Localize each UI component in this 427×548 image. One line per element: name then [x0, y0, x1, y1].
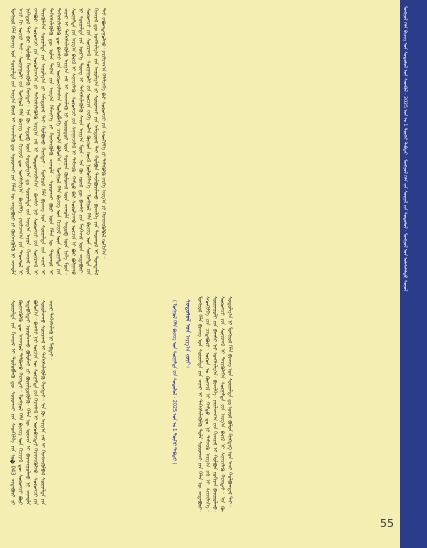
section-body-text: ᠮᠣᠩᠭᠣᠯ ᠬᠡᠯᠡ ᠪᠢᠴᠢᠭ᠌ ᠤᠨ ᠰᠤᠷᠭᠠᠯᠲᠠ ᠶᠢᠨ ᠴᠢᠨᠠᠷ ᠢ ᠳᠡᠭᠡᠭᠰᠢᠯᠡᠭᠦᠯᠬᠦ ᠲᠤᠯᠠ ᠰᠤᠷᠤᠭᠴᠢ ᠶᠢᠨ ᠬᠡᠯᠡᠨ ᠦ ᠴᠢᠳᠠᠪᠤᠷᠢ᠂ ᠰᠡᠳᠬᠢᠯᠭᠡ ᠶᠢᠨ ᠴᠢᠳᠠᠪᠤᠷᠢ᠂ ᠣᠶᠤᠨ ᠤ ᠬᠥᠭᠵᠢᠯ ᠢ ᠬᠠᠮᠲᠤ ᠳᠤ ᠨᠢ ᠳᠡᠮᠵᠢᠬᠦ ᠠᠷᠭ᠎ᠠ ᠵᠠᠮ ᠢ ᠰᠢᠨᠵᠢᠯᠡᠨ᠎ᠡ᠃ ᠰᠤᠷᠭᠠᠭᠤᠯᠢ ᠶᠢᠨ ᠪᠠᠭᠰᠢ ᠨᠠᠷ ᠤᠩᠰᠢᠯᠭ᠎ᠠ᠂ ᠪᠢᠴᠢᠯᠭᠡ᠂ ᠶᠠᠷᠢᠯᠴᠠᠭ᠎ᠠ ᠶᠢᠨ ᠬᠢᠴᠢᠶᠡᠯ ᠢ ᠬᠣᠯᠪᠣᠨ ᠵᠣᠬᠢᠶᠠᠨ ᠪᠠᠢᠭᠤᠯᠬᠤ᠂ ᠰᠤᠷᠤᠭᠴᠢ ᠶᠢᠨ ᠰᠤᠨᠢᠷᠬᠠᠯ ᠢ ᠲᠡᠷᠢᠭᠦᠯᠡᠭᠡᠨ ᠰᠤᠷᠭᠠᠯᠲᠠ ᠶᠢᠨ ᠠᠷᠭ᠎ᠠ ᠪᠠᠷᠢᠯ ᠢ ᠰᠢᠨᠡᠴᠢᠯᠡᠬᠦ ᠬᠡᠷᠡᠭᠲᠡᠢ᠃ ᠡᠨᠡ ᠬᠦ ᠰᠤᠳᠤᠯᠭ᠎ᠠ ᠨᠢ ᠮᠣᠩᠭᠣᠯ ᠬᠡᠯᠡ ᠪᠢᠴᠢᠭ᠌ ᠤᠨ ᠰᠤᠷᠭᠠᠯᠲᠠ ᠳᠤ ᠣᠨᠣᠯ ᠪᠣᠯᠤᠨ ᠫᠷᠠᠺᠲᠢᠺ ᠤᠨ ᠠᠴᠢ ᠬᠣᠯᠪᠣᠭᠳᠠᠯ ᠲᠠᠢ᠃ — [196, 296, 233, 512]
body-text-upper: ᠮᠣᠩᠭᠣᠯ ᠬᠡᠯᠡ ᠪᠢᠴᠢᠭ᠌ ᠤᠨ ᠰᠤᠷᠭᠠᠯᠲᠠ ᠶᠢᠨ ᠠᠷᠭ᠎ᠠ ᠪᠠᠷᠢᠯ ᠢ ᠰᠢᠨᠵᠢᠯᠡᠬᠦ ᠳᠦ ᠰᠤᠷᠤᠭᠴᠢ ᠶᠢᠨ ᠬᠡᠯᠡᠨ ᠦ ᠴᠢᠳᠠᠪᠤᠷᠢ ᠶᠢ ᠬᠥᠭᠵᠢᠭᠦᠯᠬᠦ ᠨᠢ ᠴᠢᠬᠤᠯᠠ ᠠᠴᠢ ᠬᠢ ᠤᠴᠢᠷ ᠲᠠᠢ᠃ ᠰᠤᠷᠭᠠᠭᠤᠯᠢ ᠶᠢᠨ ᠮᠣᠩᠭᠣᠯ ᠬᠡᠯᠡ ᠪᠢᠴᠢᠭ᠌ ᠤᠨ ᠬᠢᠴᠢᠶᠡᠯ ᠳᠦ ᠤᠩᠰᠢᠯᠭ᠎ᠠ᠂ ᠪᠢᠴᠢᠯᠭᠡ᠂ ᠶᠠᠷᠢᠯᠴᠠᠭ᠎ᠠ ᠶᠢᠨ ᠳᠠᠳᠬᠤᠯ ᠢ ᠨᠢᠭᠡᠳᠦᠯ ᠲᠡᠢ ᠪᠡᠷ ᠬᠣᠯᠪᠣᠨ ᠬᠡᠷᠡᠭᠵᠢᠭᠦᠯᠬᠦ ᠬᠡᠷᠡᠭᠲᠡᠢ᠃ ᠡᠨᠡ ᠬᠦ ᠰᠡᠳᠦᠪ ᠦᠨ ᠰᠤᠳᠤᠯᠭ᠎ᠠ ᠳᠤ ᠰᠤᠷᠭᠠᠯᠲᠠ ᠶᠢᠨ ᠠᠷᠭ᠎ᠠ ᠠᠷᠭᠠ᠂ ᠬᠢᠴᠢᠶᠡᠯ ᠦᠨ ᠵᠠᠭᠪᠤᠷ᠂ ᠰᠤᠷᠤᠭᠴᠢ ᠶᠢᠨ ᠣᠷᠣᠯᠴᠠᠭ᠎ᠠ ᠶᠢ ᠳᠡᠭᠡᠭᠰᠢᠯᠡᠭᠦᠯᠬᠦ ᠠᠷᠭ᠎ᠠ ᠵᠠᠮ ᠢ ᠲᠣᠳᠣᠷᠬᠠᠢᠯᠠᠨ᠎ᠠ᠃ ᠪᠠᠭᠰᠢ ᠨᠠᠷ ᠰᠤᠷᠤᠭᠴᠢ ᠶᠢᠨ ᠰᠤᠨᠢᠷᠬᠠᠯ ᠢ ᠲᠡᠷᠢᠭᠦᠯᠡᠭᠡᠨ ᠰᠤᠷᠭᠠᠯᠲᠠ ᠶᠢᠨ ᠠᠭᠤᠯᠭ᠎ᠠ ᠶᠢ ᠠᠮᠢᠳᠤᠷᠠᠯ ᠲᠠᠢ ᠬᠣᠯᠪᠣᠬᠤ ᠬᠡᠷᠡᠭᠲᠡᠢ᠃ ᠮᠣᠩᠭᠣᠯ ᠬᠡᠯᠡ ᠪᠢᠴᠢᠭ᠌ ᠤᠨ ᠰᠤᠷᠭᠠᠯᠲᠠ ᠶᠢᠨ ᠴᠢᠨᠠᠷ ᠢ ᠳᠡᠭᠡᠭᠰᠢᠯᠡᠭᠦᠯᠬᠦ ᠳᠦ ᠣᠯᠠᠨ ᠲᠠᠯ᠎ᠠ ᠶᠢᠨ ᠠᠷᠭ᠎ᠠ ᠬᠡᠮᠵᠢᠶ᠎ᠡ ᠶᠢ ᠬᠡᠷᠡᠭᠵᠢᠭᠦᠯᠬᠦ ᠴᠢᠬᠤᠯᠠ᠃ ᠰᠤᠷᠤᠭᠴᠢ ᠪᠦᠷ ᠦᠨ ᠬᠡᠯᠡᠨ ᠦ ᠳᠠᠳᠬᠤᠯ ᠢ ᠳᠡᠭᠡᠭᠰᠢᠯᠡᠭᠦᠯᠬᠦ ᠳᠦ ᠪᠠᠭᠰᠢ ᠶᠢᠨ ᠤᠷᠢᠳᠴᠢᠯᠠᠭᠰᠠᠨ ᠲᠥᠯᠥᠪᠯᠡᠭᠡ ᠴᠢᠬᠤᠯᠠ ᠪᠣᠯᠤᠨ᠎ᠠ᠃ ᠮᠣᠩᠭᠣᠯ ᠬᠡᠯᠡ ᠪᠢᠴᠢᠭ᠌ ᠤᠨ ᠬᠢᠴᠢᠶᠡᠯ ᠦᠨ ᠰᠤᠷᠭᠠᠯᠲᠠ ᠶᠢᠨ ᠴᠢᠨᠠᠷ ᠢ ᠳᠡᠭᠡᠭᠰᠢᠯᠡᠭᠦᠯᠬᠦ ᠠᠷᠭ᠎ᠠ ᠵᠠᠮ ᠢ ᠰᠢᠨᠵᠢᠯᠡᠬᠦ ᠨᠢ ᠥᠨᠥᠳᠦᠷ ᠦᠨ ᠰᠤᠷᠭᠠᠨ ᠬᠦᠮᠦᠵᠢᠯ ᠦᠨ ᠴᠢᠬᠤᠯᠠ ᠰᠡᠳᠦᠪ ᠦᠨ ᠨᠢᠭᠡ ᠮᠥᠨ᠃ ᠰᠤᠷᠭᠠᠯᠲᠠ ᠶᠢᠨ ᠠᠷᠭ᠎ᠠ ᠪᠠᠷᠢᠯ ᠢ ᠰᠢᠨᠡᠴᠢᠯᠡᠬᠦ᠂ ᠰᠤᠷᠤᠭᠴᠢ ᠶᠢᠨ ᠰᠠᠨᠠᠭᠠᠴᠢᠯᠠᠯ ᠢ ᠳᠡᠮᠵᠢᠬᠦ᠂ ᠬᠠᠮᠲᠤ ᠪᠡᠷ ᠰᠤᠷᠤᠯᠴᠠᠬᠤ ᠣᠷᠴᠢᠨ ᠢ ᠪᠤᠢ ᠪᠣᠯᠭᠠᠬᠤ ᠨᠢ ᠰᠤᠷᠭᠠᠯᠲᠠ ᠶᠢᠨ ᠦᠷ᠎ᠡ ᠳᠦᠩ ᠢ ᠳᠡᠭᠡᠭᠰᠢᠯᠡᠭᠦᠯᠬᠦ ᠰᠠᠢᠨ ᠠᠷᠭ᠎ᠠ ᠮᠥᠨ᠃ ᠡᠨᠡ ᠬᠦ ᠵᠦᠢᠯ ᠳᠦ ᠪᠠᠭᠰᠢ ᠶᠢᠨ ᠮᠡᠷᠭᠡᠵᠢᠯ ᠦᠨ ᠴᠢᠳᠠᠪᠤᠷᠢ᠂ ᠰᠤᠷᠤᠭᠴᠢ ᠶᠢᠨ ᠰᠣᠨᠢᠷᠬᠠᠯ᠂ ᠰᠤᠷᠭᠠᠭᠤᠯᠢ ᠶᠢᠨ ᠣᠷᠴᠢᠨ ᠵᠡᠷᠭᠡ ᠣᠯᠠᠨ ᠬᠦᠴᠦᠨ ᠵᠦᠢᠯ ᠨᠥᠯᠥᠭᠡᠯᠡᠨ᠎ᠡ᠃ ᠮᠣᠩᠭᠣᠯ ᠬᠡᠯᠡ ᠪᠢᠴᠢᠭ᠌ ᠤᠨ ᠰᠤᠷᠭᠠᠯᠲᠠ ᠶᠢᠨ ᠬᠢᠴᠢᠶᠡᠯ ᠳᠦ ᠤᠩᠰᠢᠯᠭ᠎ᠠ ᠶᠢᠨ ᠠᠭᠤᠯᠭ᠎ᠠ ᠶᠢ ᠰᠤᠷᠤᠭᠴᠢ ᠶᠢᠨ ᠠᠮᠢᠳᠤᠷᠠᠯ ᠲᠠᠢ ᠬᠣᠯᠪᠣᠨ ᠲᠠᠢᠯᠪᠤᠷᠢᠯᠠᠬᠤ᠂ ᠪᠢᠴᠢᠯᠭᠡ ᠶᠢᠨ ᠳᠠᠳᠬᠤᠯ ᠢ ᠲᠣᠭᠲᠠᠮᠠᠯ ᠲᠠᠢ ᠶᠠᠪᠤᠭᠳᠠᠭᠤᠯᠬᠤ᠂ ᠶᠠᠷᠢᠯᠴᠠᠭ᠎ᠠ ᠬᠡᠯᠡᠯᠴᠡᠭᠡ ᠪᠡᠷ ᠰᠤᠷᠤᠭᠴᠢ ᠶᠢᠨ ᠰᠡᠳᠬᠢᠯᠭᠡ ᠶᠢ ᠲᠡᠯᠡᠭᠦᠯᠬᠦ ᠵᠡᠷᠭᠡ ᠠᠷᠭ᠎ᠠ ᠶᠢ ᠬᠡᠷᠡᠭᠵᠢᠭᠦᠯᠪᠡᠯ ᠵᠣᠬᠢᠨ᠎ᠠ᠃ — [9, 8, 107, 275]
section-citation: ( ᠮᠣᠩᠭᠣᠯ ᠬᠡᠯᠡ ᠪᠢᠴᠢᠭ᠌ ᠤᠨ ᠰᠤᠷᠭᠠᠯᠲᠠ ᠶᠢᠨ ᠰᠤᠳᠤᠯᠤᠯ · 2025 ᠣᠨ ᠤ 1 ᠳᠦᠭᠡᠷ ᠳᠡᠪᠲᠡᠷ ) — [171, 300, 176, 465]
running-header-text: ᠮᠣᠩᠭᠣᠯ ᠬᠡᠯᠡ ᠪᠢᠴᠢᠭ᠌ ᠤᠨ ᠰᠤᠳᠤᠯᠤᠯ ᠤᠨ ᠰᠡᠳᠬᠦᠯ · 2025 ᠣᠨ ᠤ 1 ᠳᠦᠭᠡᠷ ᠳᠡᠪᠲᠡᠷ · ᠮᠣᠩᠭᠣᠯ ᠬᠡᠯᠡ ᠵᠢᠨ ᠰᠤᠷᠭᠠᠯ ᠵᠢᠨ ᠰᠤᠳᠤᠯᠤᠯ · ᠮᠣᠩᠭᠣᠯ ᠤᠨ ᠤᠯᠠᠮᠵᠯᠠᠯᠳᠤ ᠰᠣᠶᠣᠯ — [402, 6, 407, 292]
body-text-lower: ᠰᠤᠷᠭᠠᠯᠲᠠ ᠶᠢᠨ ᠬᠢᠴᠢᠶᠡᠯ ᠢ ᠲᠥᠯᠥᠪᠯᠡᠬᠦ ᠳᠦ ᠰᠤᠷᠤᠭᠴᠢ ᠶᠢᠨ ᠰᠡᠳᠬᠢᠯᠭᠡ ᠶᠢᠨ ᠣ�043 ᠴᠢᠳᠠᠪᠤᠷᠢ ᠶᠢ ᠬᠥᠭᠵᠢᠭᠦᠯᠬᠦ ᠳᠦ ᠠᠨᠬᠠᠷᠤᠯ ᠲᠠᠯᠪᠢᠬᠤ ᠬᠡᠷᠡᠭᠲᠡᠢ᠃ ᠮᠣᠩᠭᠣᠯ ᠬᠡᠯᠡ ᠪᠢᠴᠢᠭ᠌ ᠤᠨ ᠬᠢᠴᠢᠶᠡᠯ ᠳᠦ ᠰᠤᠷᠤᠭᠴᠢ ᠪᠦᠷ ᠢᠳᠡᠪᠬᠢᠲᠡᠢ ᠣᠷᠣᠯᠴᠠᠬᠤ ᠪᠣᠯᠤᠮᠵᠢ ᠶᠢ ᠪᠦᠷᠢᠯᠳᠦᠭᠦᠯᠬᠦ᠂ ᠬᠡᠯᠡᠨ ᠦ ᠣᠷᠴᠢᠨ ᠢ ᠪᠠᠶᠠᠵᠢᠭᠤᠯᠬᠤ ᠨᠢ ᠴᠢᠬᠤᠯᠠ ᠪᠣᠯᠤᠨ᠎ᠠ᠃ ᠪᠠᠭᠰᠢ ᠨᠠᠷ ᠣᠷᠴᠢᠨ ᠦ ᠰᠤᠷᠭᠠᠯᠲᠠ ᠶᠢᠨ ᠬᠡᠷᠡᠭᠰᠡᠯ ᠢ ᠣᠨᠣᠪᠴᠢᠲᠠᠢ ᠬᠡᠷᠡᠭᠵᠢᠭᠦᠯᠵᠦ᠂ ᠰᠤᠷᠤᠭᠴᠢ ᠶᠢᠨ ᠰᠤᠷᠤᠯᠴᠠᠬᠤ ᠰᠣᠨᠢᠷᠬᠠᠯ ᠢ ᠳᠡᠭᠡᠭᠰᠢᠯᠡᠭᠦᠯᠬᠦ ᠬᠡᠷᠡᠭᠲᠡᠢ᠃ ᠡᠨᠡ ᠬᠦ ᠠᠷᠭ᠎ᠠ ᠵᠠᠮ ᠢ ᠬᠡᠷᠡᠭᠵᠢᠭᠦᠯᠪᠡᠯ ᠰᠤᠷᠭᠠᠯᠲᠠ ᠶᠢᠨ ᠴᠢᠨᠠᠷ ᠳᠡᠭᠡᠭᠰᠢᠯᠡᠬᠦ ᠨᠢ ᠯᠠᠪᠳᠠᠢ᠃ — [9, 300, 54, 505]
section-title: ᠰᠤᠳᠤᠯᠤᠯ ᠤᠨ ᠠᠷᠭ᠎ᠠ ᠵᠦᠢ᠄ — [184, 299, 191, 368]
section-divider — [8, 286, 396, 287]
page-number: 55 — [380, 517, 394, 530]
